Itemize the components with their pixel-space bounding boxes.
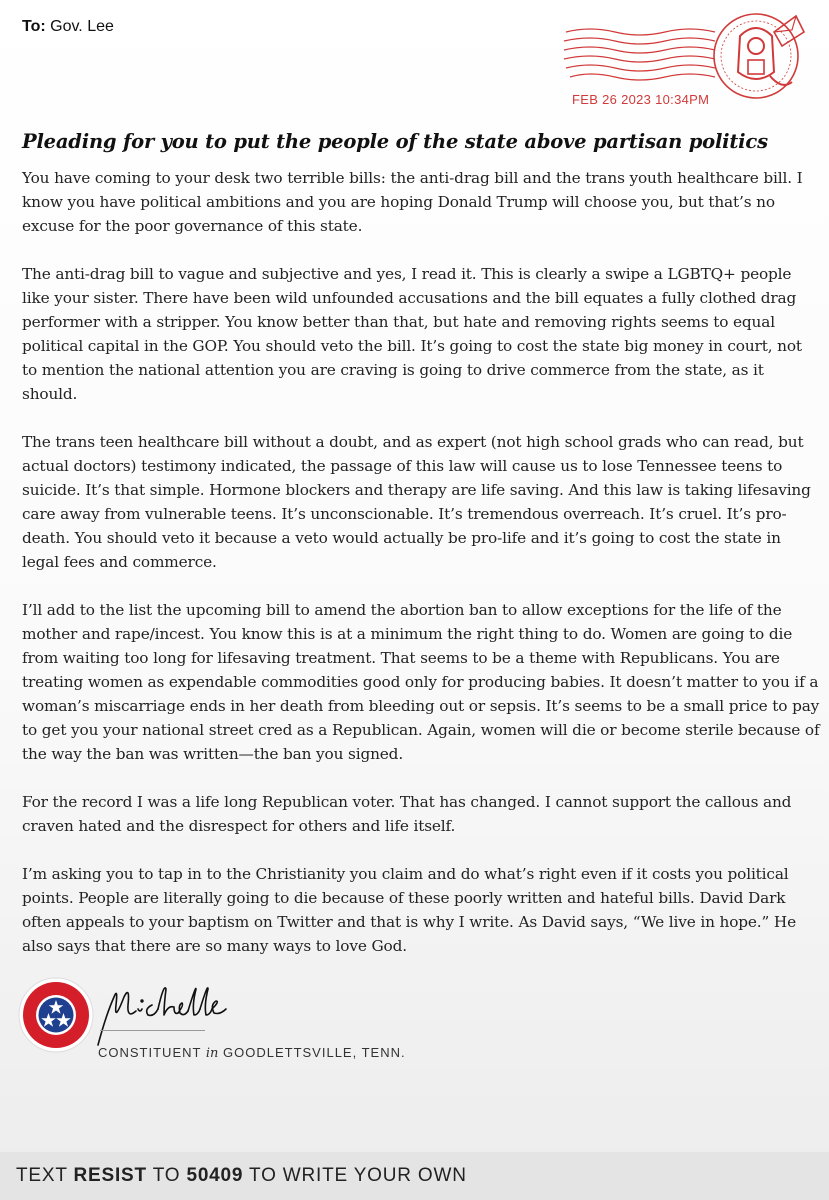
footer-text-3: TO WRITE YOUR OWN bbox=[249, 1165, 467, 1186]
letter-headline: Pleading for you to put the people of the state above partisan politics bbox=[22, 130, 768, 153]
to-label: To: bbox=[22, 18, 46, 35]
constituent-prefix: CONSTITUENT bbox=[98, 1045, 202, 1060]
paragraph: I’m asking you to tap in to the Christianity you claim and do what’s right even if it costs you political points. People are literally going to die because of these poorly written and hateful bills. David Dark often appeals to your baptism on Twitter and that is why I write. As David says, “We live in hope.” He also says that there are so many ways to love God. bbox=[22, 865, 796, 955]
postmark-date: FEB 26 2023 10:34PM bbox=[572, 92, 710, 107]
footer-number: 50409 bbox=[186, 1165, 244, 1186]
paragraph: For the record I was a life long Republican voter. That has changed. I cannot support the callous and craven hated and the disrespect for others and life itself. bbox=[22, 793, 792, 835]
letter-body bbox=[22, 166, 820, 982]
footer-cta-bar bbox=[0, 1152, 829, 1200]
handwritten-signature bbox=[92, 975, 232, 1050]
footer-keyword: RESIST bbox=[73, 1165, 147, 1186]
tennessee-flag-seal-icon bbox=[18, 977, 94, 1053]
paragraph: I’ll add to the list the upcoming bill to amend the abortion ban to allow exceptions for the life of the mother and rape/incest. You know this is at a minimum the right thing to do. Women are going to die from waiting too long for lifesaving treatment. That seems to be a theme with Republicans. You are treating women as expendable commodities good only for producing babies. It doesn’t matter to you if a woman’s miscarriage ends in her death from bleeding out or sepsis. It’s seems to be a small price to pay to get you your national street cred as a Republican. Again, women will die or become sterile because of the way the ban was written—the ban you signed. bbox=[22, 601, 820, 763]
paragraph: The anti-drag bill to vague and subjective and yes, I read it. This is clearly a swipe a LGBTQ+ people like your sister. There have been wild unfounded accusations and the bill equates a fully clothed drag performer with a stripper. You know better than that, but hate and removing rights seems to equal political capital in the GOP. You should veto the bill. It’s going to cost the state big money in court, not to mention the national attention you are craving is going to drive commerce from the state, as it should. bbox=[22, 265, 802, 403]
signature-block bbox=[18, 975, 438, 1065]
constituent-line bbox=[98, 1045, 406, 1061]
recipient-name: Gov. Lee bbox=[50, 18, 114, 35]
footer-text-2: TO bbox=[152, 1165, 181, 1186]
paragraph: You have coming to your desk two terrible bills: the anti-drag bill and the trans youth healthcare bill. I know you have political ambitions and you are hoping Donald Trump will choose you, but that’s no excuse for the poor governance of this state. bbox=[22, 169, 803, 235]
constituent-in: in bbox=[205, 1046, 219, 1061]
footer-cta-text bbox=[16, 1165, 467, 1187]
paragraph: The trans teen healthcare bill without a doubt, and as expert (not high school grads who can read, but actual doctors) testimony indicated, the passage of this law will cause us to lose Tennessee teens to suicide. It’s that simple. Hormone blockers and therapy are life saving. And this law is taking lifesaving care away from vulnerable teens. It’s unconscionable. It’s tremendous overreach. It’s cruel. It’s pro-death. You should veto it because a veto would actually be pro-life and it’s going to cost the state in legal fees and commerce. bbox=[22, 433, 811, 571]
signature-rule bbox=[100, 1030, 205, 1031]
footer-text-1: TEXT bbox=[16, 1165, 68, 1186]
recipient-line bbox=[22, 18, 114, 36]
constituent-location: GOODLETTSVILLE, TENN. bbox=[223, 1045, 406, 1060]
